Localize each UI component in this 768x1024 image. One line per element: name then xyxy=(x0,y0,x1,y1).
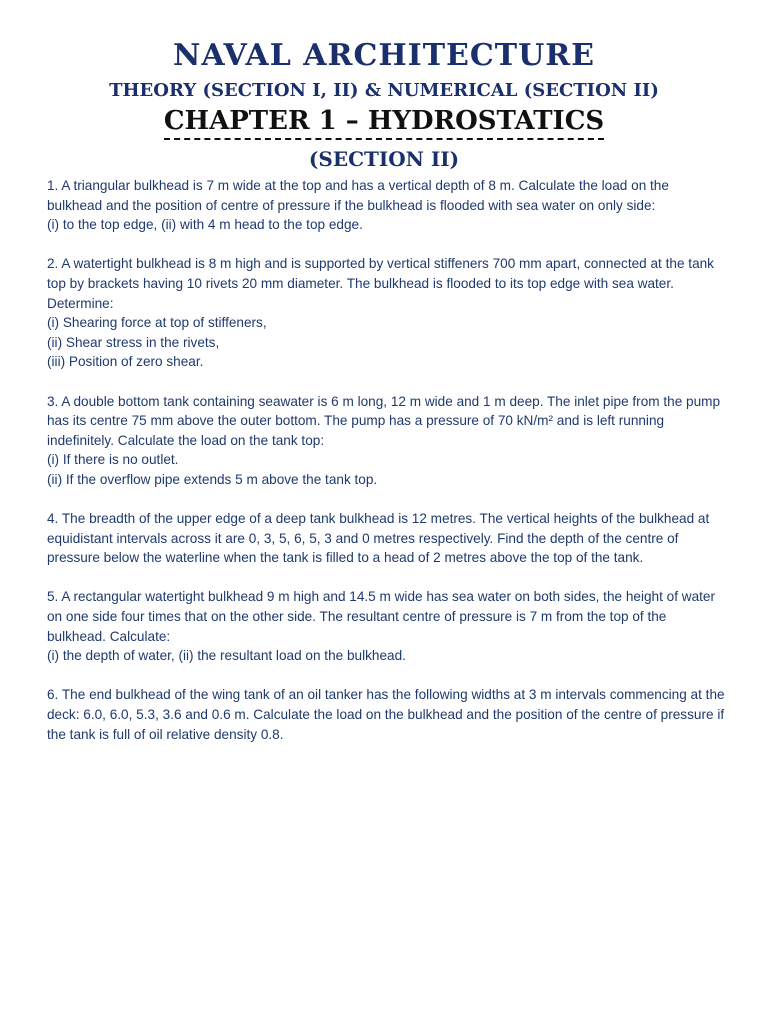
question-text: 3. A double bottom tank containing seawater is 6 m long, 12 m wide and 1 m deep. The inlet pipe from the pump has its centre 75 mm above the outer bottom. The pump has a pressure of 70 kN/m² and is left running indefinitely. Calculate the load on the tank top: xyxy=(47,393,721,448)
question-text: 5. A rectangular watertight bulkhead 9 m high and 14.5 m wide has sea water on both sides, the height of water on one side four times that on the other side. The resultant centre of pressure is 7 m from the top of the bulkhead. Calculate: xyxy=(47,589,716,644)
question-4 xyxy=(47,509,727,568)
question-part: (ii) Shear stress in the rivets, xyxy=(47,334,220,350)
question-part: (i) the depth of water, (ii) the resultant load on the bulkhead. xyxy=(47,648,406,664)
question-part: (i) Shearing force at top of stiffeners, xyxy=(47,315,267,331)
document-title: NAVAL ARCHITECTURE xyxy=(172,38,596,73)
section-heading: (SECTION II) xyxy=(308,147,460,171)
question-text: 1. A triangular bulkhead is 7 m wide at the top and has a vertical depth of 8 m. Calculate the load on the bulkhead and the position of centre of pressure if the bulkhead is flooded with sea water on only side: xyxy=(47,178,669,213)
document-subtitle: THEORY (SECTION I, II) & NUMERICAL (SECTION II) xyxy=(109,80,659,101)
question-6 xyxy=(47,685,727,744)
question-2 xyxy=(47,254,727,372)
question-text: 2. A watertight bulkhead is 8 m high and is supported by vertical stiffeners 700 mm apart, connected at the tank top by brackets having 10 rivets 20 mm diameter. The bulkhead is flooded to its top edge with sea water. Determine: xyxy=(47,256,714,311)
question-list xyxy=(47,176,727,764)
question-text: 4. The breadth of the upper edge of a deep tank bulkhead is 12 metres. The vertical heights of the bulkhead at equidistant intervals across it are 0, 3, 5, 6, 5, 3 and 0 metres respectively. Find the depth of the centre of pressure below the waterline when the tank is filled to a head of 2 metres above the top of the tank. xyxy=(47,511,710,566)
question-part: (iii) Position of zero shear. xyxy=(47,354,204,370)
question-1 xyxy=(47,176,727,235)
question-part: (i) If there is no outlet. xyxy=(47,452,179,468)
question-part: (ii) If the overflow pipe extends 5 m above the tank top. xyxy=(47,471,378,487)
question-text: 6. The end bulkhead of the wing tank of an oil tanker has the following widths at 3 m intervals commencing at the deck: 6.0, 6.0, 5.3, 3.6 and 0.6 m. Calculate the load on the bulkhead and the position of the centre of pressure if the tank is full of oil relative density 0.8. xyxy=(47,687,725,742)
question-3 xyxy=(47,392,727,490)
chapter-title: CHAPTER 1 – HYDROSTATICS xyxy=(164,106,604,140)
question-5 xyxy=(47,587,727,665)
question-part: (i) to the top edge, (ii) with 4 m head to the top edge. xyxy=(47,217,363,233)
chapter-heading xyxy=(0,106,768,136)
